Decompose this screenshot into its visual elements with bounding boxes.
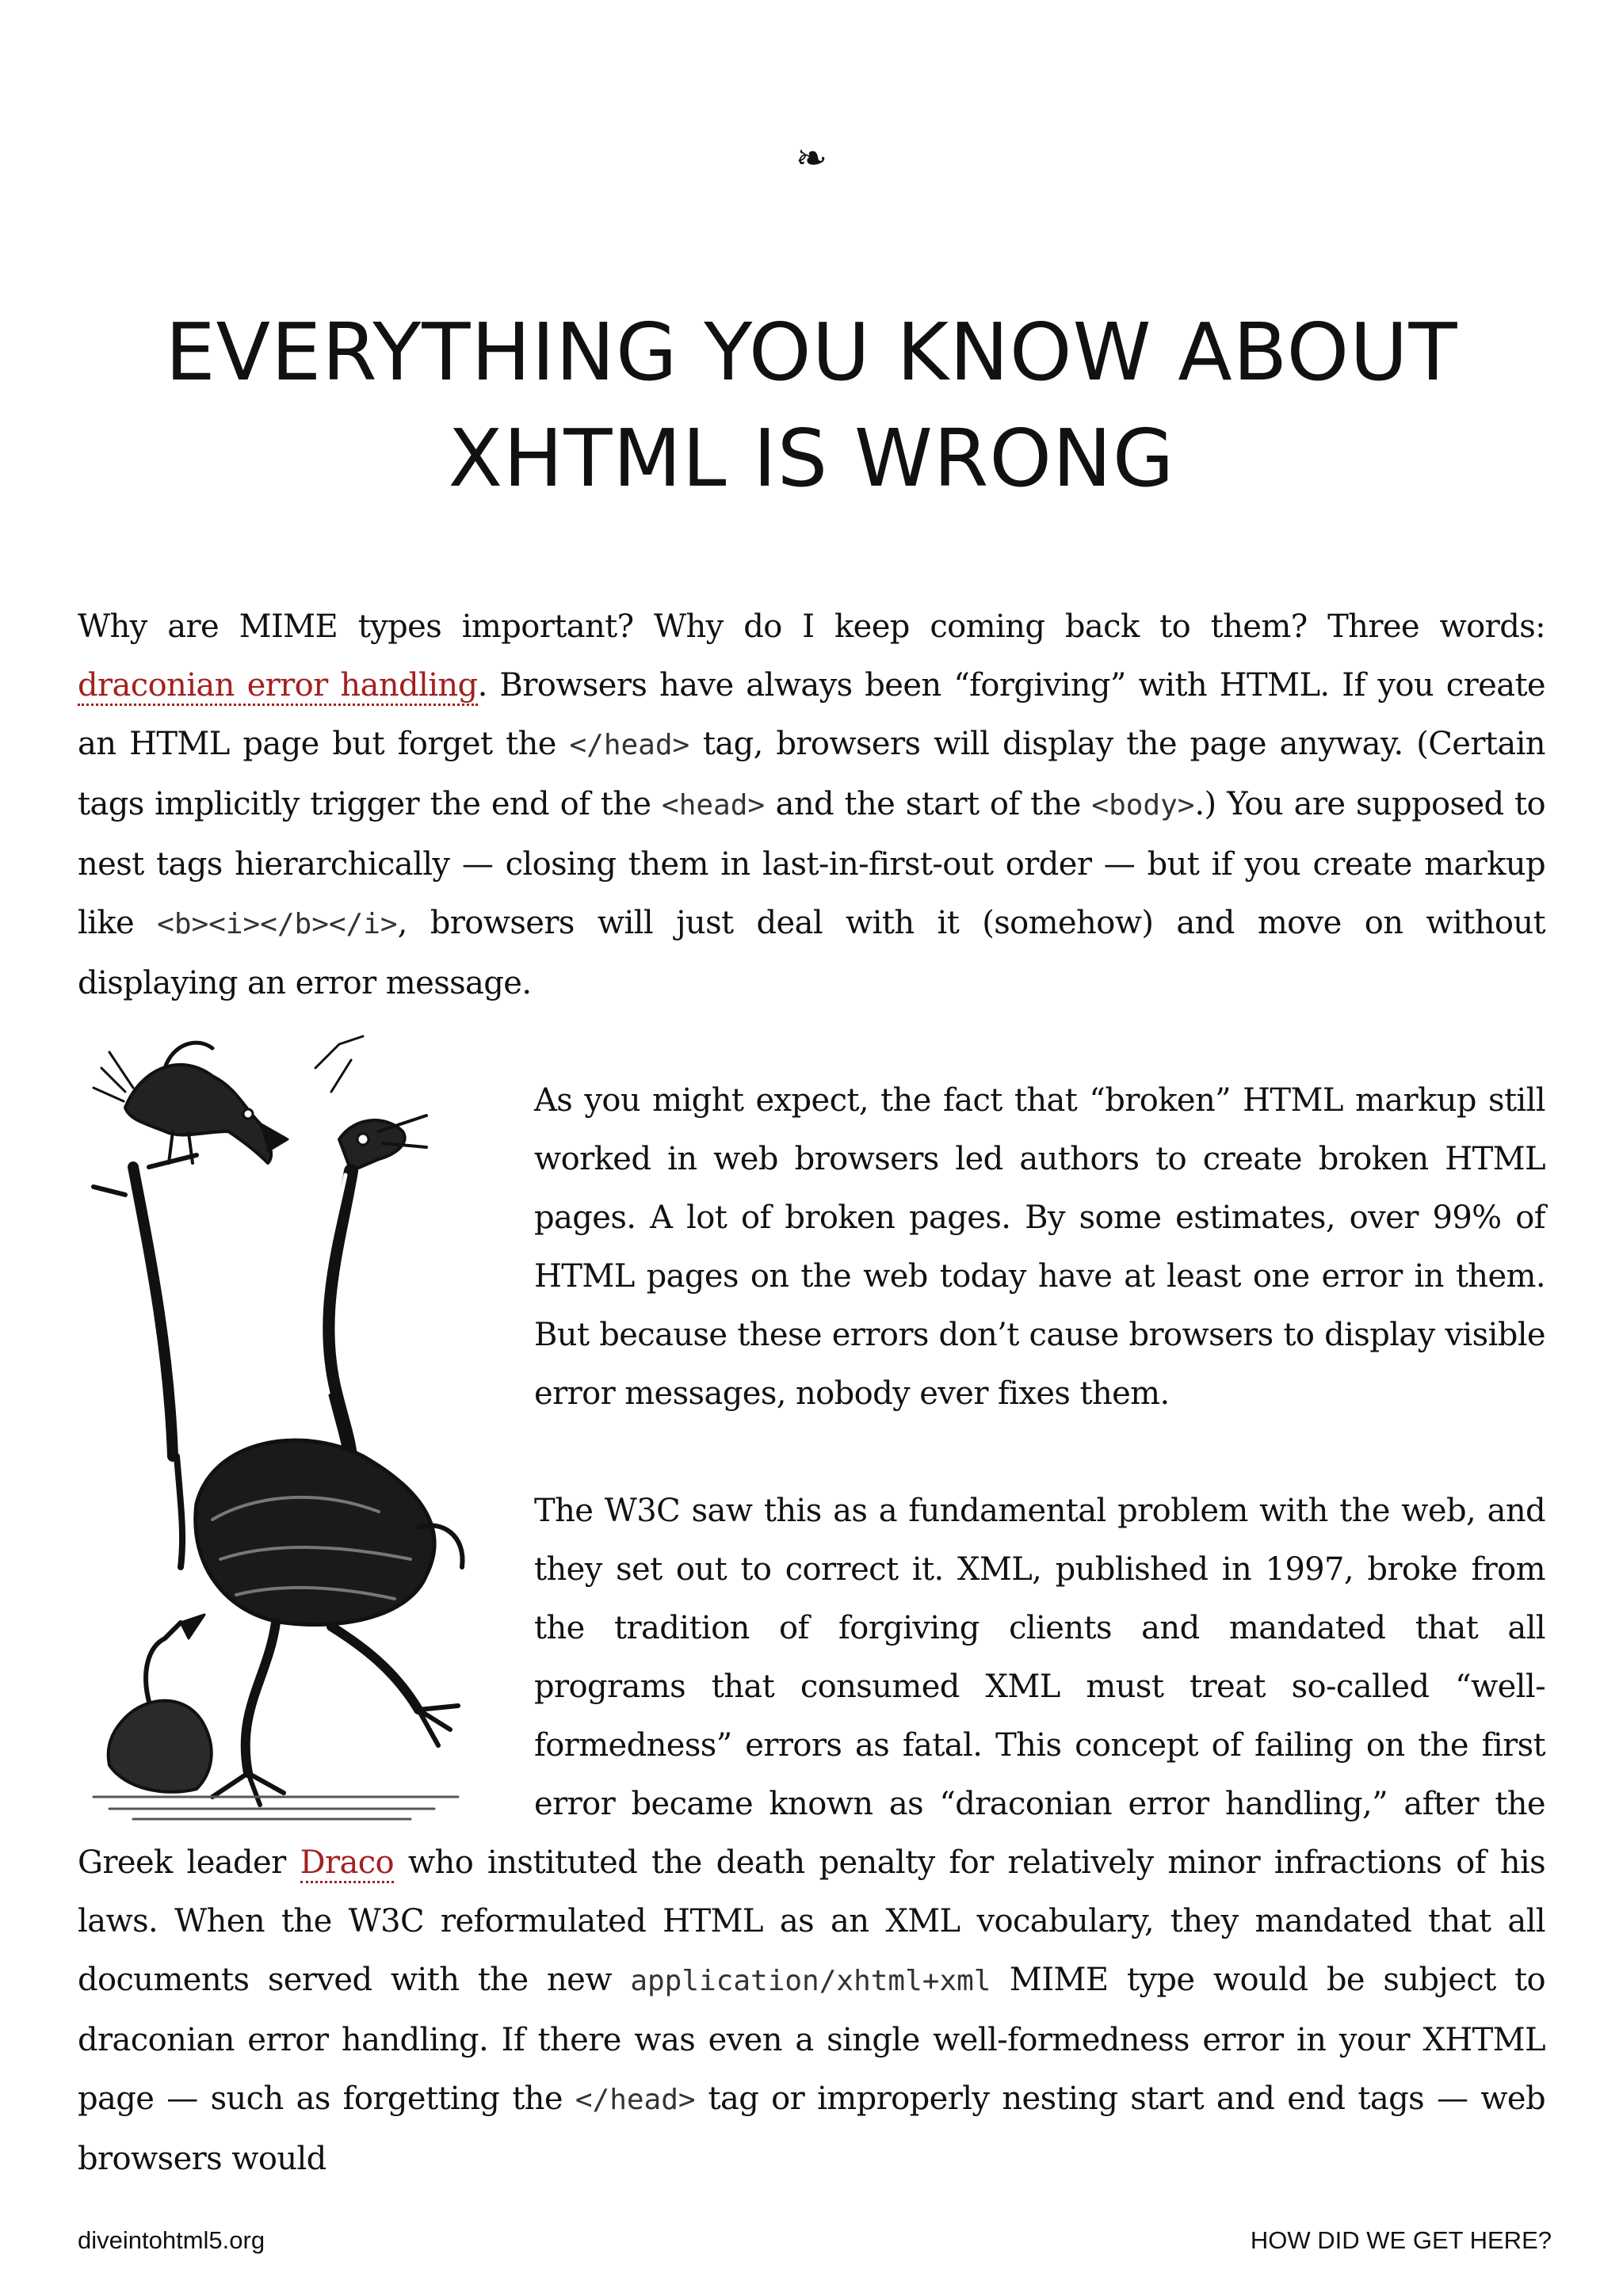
p1-text-3: tag, browsers will display the page anyway. (Certain tags implicitly trigger the end of the bbox=[78, 726, 1545, 822]
code-head: <head> bbox=[662, 789, 766, 822]
p1-text-6: , browsers will just deal with it (somehow) and move on without displaying an error message. bbox=[78, 905, 1545, 1001]
footer-section-title: HOW DID WE GET HERE? bbox=[1250, 2226, 1552, 2254]
ostrich-illustration bbox=[78, 1013, 474, 1829]
fleuron-ornament-icon: ❧ bbox=[795, 136, 828, 181]
draconian-error-handling-link[interactable]: draconian error handling bbox=[78, 667, 478, 706]
article-body bbox=[78, 597, 1545, 2188]
p3-text-2: who instituted the death penalty for relatively minor infractions of his laws. When the W3C reformulated HTML as an XML vocabulary, they mandated that all documents served with the new bbox=[78, 1844, 1545, 1998]
code-close-head-2: </head> bbox=[575, 2084, 696, 2116]
p1-text-4: and the start of the bbox=[765, 786, 1092, 822]
code-body: <body> bbox=[1091, 789, 1195, 822]
footer-site-name: diveintohtml5.org bbox=[78, 2226, 265, 2254]
page-title: EVERYTHING YOU KNOW ABOUT XHTML IS WRONG bbox=[165, 306, 1458, 505]
code-xhtml-mime: application/xhtml+xml bbox=[630, 1965, 991, 1997]
p3-text-4: tag or improperly nesting start and end tags — web browsers would bbox=[78, 2081, 1546, 2177]
code-close-head: </head> bbox=[569, 729, 690, 761]
paragraph-1 bbox=[78, 597, 1545, 1013]
paragraph-2: As you might expect, the fact that “broken” HTML markup still worked in web browsers led authors to create broken HTML pages. A lot of broken pages. By some estimates, over 99% of HTML pages on the web today have at least one error in them. But because these errors don’t cause browsers to display visible error messages, nobody ever fixes them. bbox=[534, 1082, 1545, 1412]
p3-text-1: The W3C saw this as a fundamental problem with the web, and they set out to correct it. XML, published in 1997, broke from the tradition of forgiving clients and mandated that all programs that consumed XML must treat so-called “well-formedness” errors as fatal. This concept of failing on the first error became known as “draconian error handling,” after the Greek leader bbox=[78, 1493, 1545, 1881]
code-misnested-tags: <b><i></b></i> bbox=[157, 908, 398, 940]
p1-text-2: . Browsers have always been “forgiving” with HTML. If you create an HTML page but forget the bbox=[78, 667, 1545, 762]
p3-text-3: MIME type would be subject to draconian error handling. If there was even a single well-formedness error in your XHTML page — such as forgetting the bbox=[78, 1962, 1545, 2117]
draco-link[interactable]: Draco bbox=[300, 1844, 395, 1883]
ostrich-drawing-icon bbox=[78, 1013, 474, 1829]
p1-text-5: .) You are supposed to nest tags hierarchically — closing them in last-in-first-out order — but if you create markup like bbox=[78, 786, 1546, 941]
p1-text-1: Why are MIME types important? Why do I keep coming back to them? Three words: bbox=[78, 608, 1545, 645]
